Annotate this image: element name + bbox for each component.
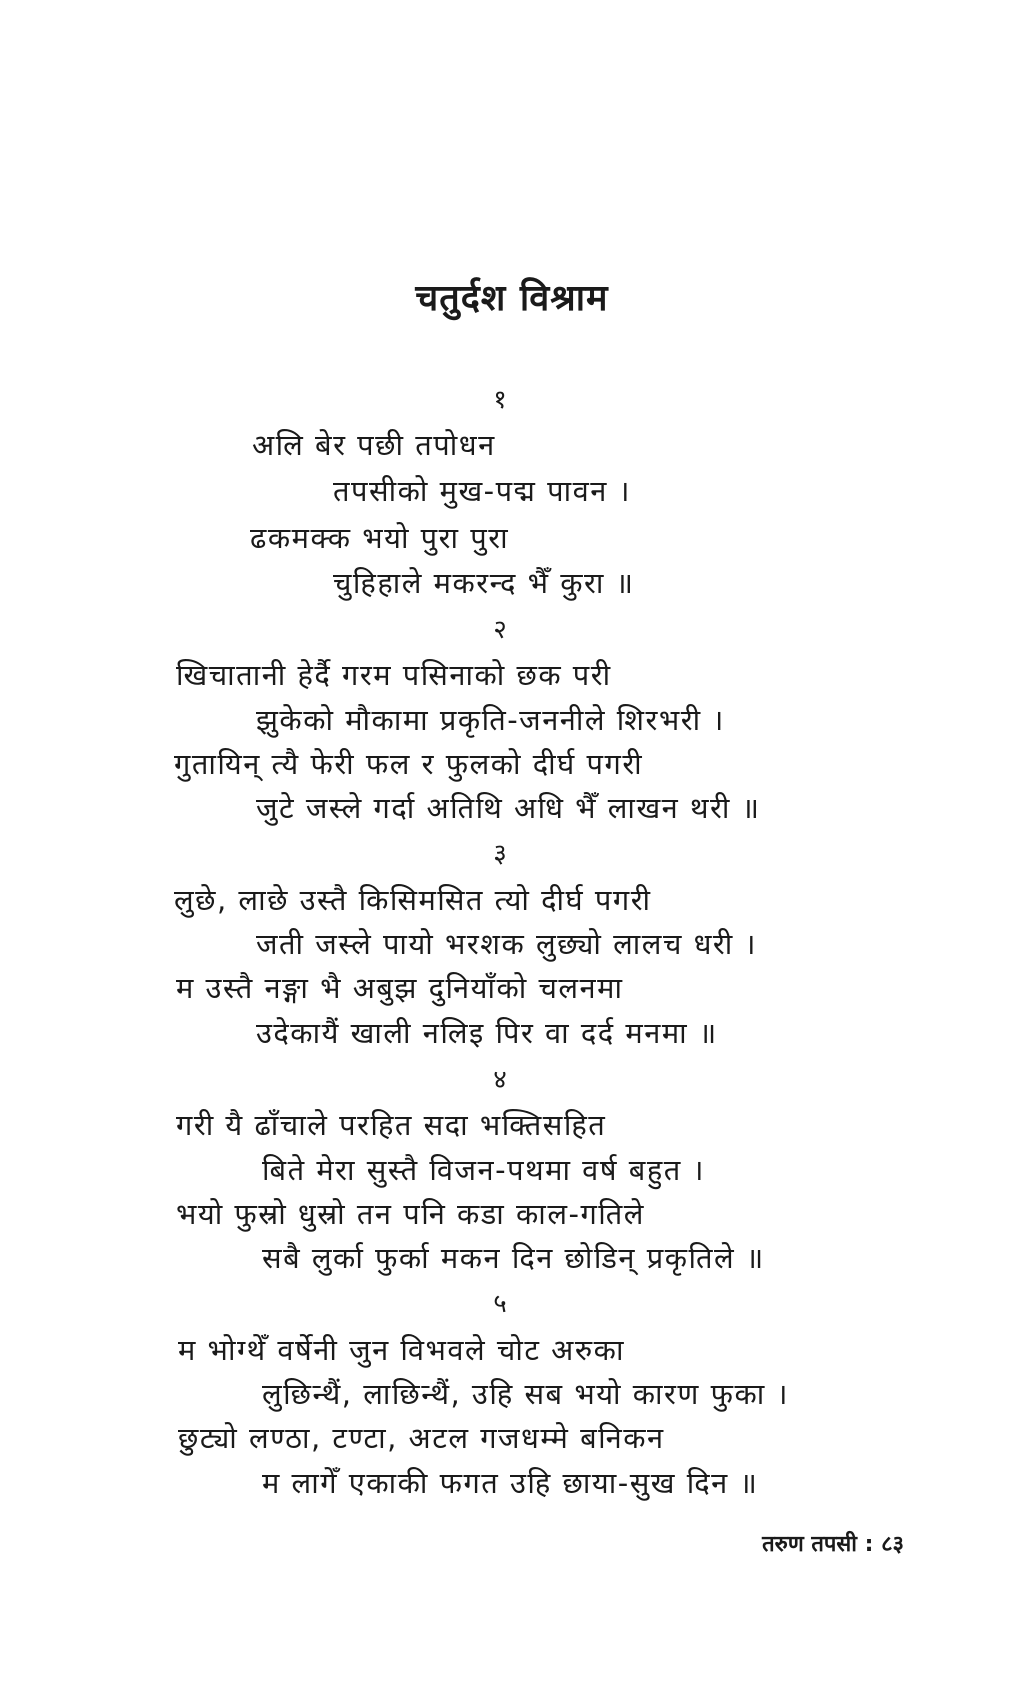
page-footer: तरुण तपसी : ८३ (762, 1532, 904, 1557)
stanza-number: ३ (493, 839, 507, 869)
verse-line: जुटे जस्ले गर्दा अतिथि अधि भैँ लाखन थरी ॥ (256, 791, 761, 825)
stanza-number: ४ (493, 1065, 507, 1095)
verse-line: सबै लुर्का फुर्का मकन दिन छोडिन् प्रकृतिले ॥ (262, 1241, 765, 1275)
verse-line: जती जस्ले पायो भरशक लुछ्यो लालच धरी । (256, 927, 758, 961)
verse-line: खिचातानी हेर्दै गरम पसिनाको छक परी (176, 658, 612, 692)
stanza-number: ५ (493, 1289, 507, 1319)
verse-line: म उस्तै नङ्गा भै अबुझ दुनियाँको चलनमा (176, 971, 624, 1005)
verse-line: झुकेको मौकामा प्रकृति-जननीले शिरभरी । (256, 703, 725, 737)
verse-line: अलि बेर पछी तपोधन (252, 428, 496, 462)
verse-line: भयो फुस्रो धुस्रो तन पनि कडा काल-गतिले (176, 1197, 645, 1231)
chapter-title: चतुर्दश विश्राम (415, 278, 609, 319)
verse-line: लुछे, लाछे उस्तै किसिमसित त्यो दीर्घ पगरी (174, 883, 652, 917)
stanza-number: १ (493, 385, 507, 415)
verse-line: बिते मेरा सुस्तै विजन-पथमा वर्ष बहुत । (262, 1153, 705, 1187)
verse-line: गुतायिन् त्यै फेरी फल र फुलको दीर्घ पगरी (174, 747, 644, 781)
verse-line: छुट्यो लण्ठा, टण्टा, अटल गजधम्मे बनिकन (178, 1421, 665, 1455)
verse-line: गरी यै ढाँचाले परहित सदा भक्तिसहित (176, 1108, 607, 1142)
verse-line: उदेकायैं खाली नलिइ पिर वा दर्द मनमा ॥ (256, 1016, 718, 1050)
verse-line: लुछिन्थैं, लाछिन्थैं, उहि सब भयो कारण फुका । (262, 1377, 789, 1411)
verse-line: चुहिहाले मकरन्द भैँ कुरा ॥ (333, 566, 635, 600)
verse-line: तपसीको मुख-पद्म पावन । (333, 474, 632, 508)
verse-line: ढकमक्क भयो पुरा पुरा (250, 521, 510, 555)
verse-line: म लागेँ एकाकी फगत उहि छाया-सुख दिन ॥ (262, 1466, 759, 1500)
verse-line: म भोग्थेँ वर्षेनी जुन विभवले चोट अरुका (178, 1333, 625, 1367)
stanza-number: २ (493, 615, 507, 645)
